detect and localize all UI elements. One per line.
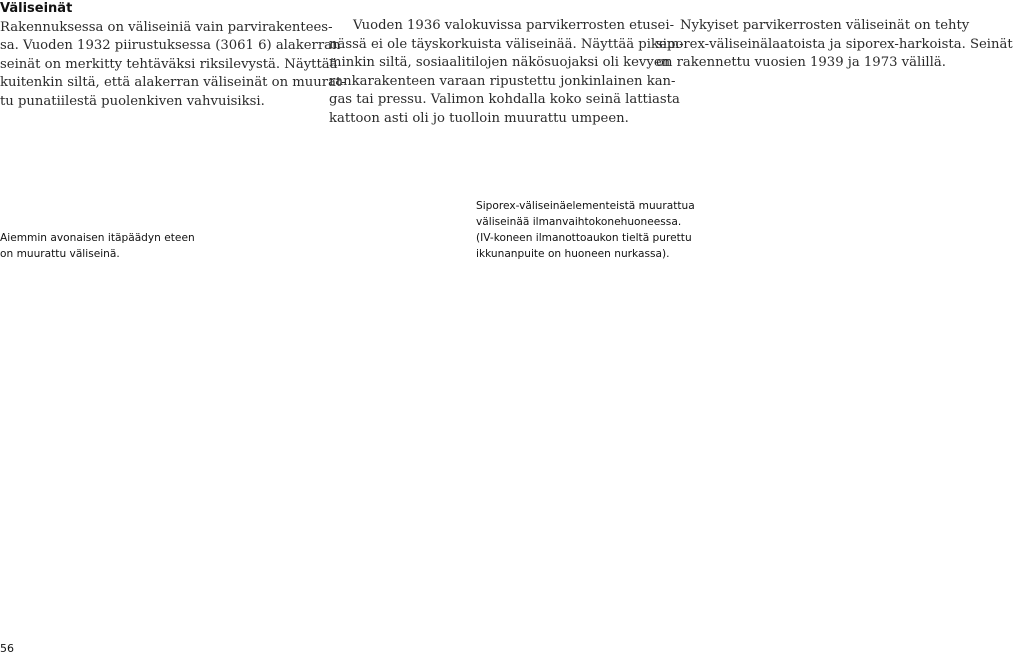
paragraph-line: siporex-väliseinälaatoista ja siporex-harkoista. Seinät — [656, 36, 1013, 52]
image-caption-middle — [476, 198, 736, 262]
paragraph-line: on rakennettu vuosien 1939 ja 1973 välillä. — [656, 55, 946, 70]
paragraph-line: Nykyiset parvikerrosten väliseinät on tehty — [680, 18, 970, 33]
paragraph-line: minkin siltä, sosiaalitilojen näkösuojaksi oli kevyen — [329, 55, 671, 70]
caption-line: Siporex-väliseinäelementeistä muurattua — [476, 200, 695, 212]
text-column-2 — [329, 17, 684, 128]
page-number: 56 — [0, 642, 14, 655]
caption-line: ikkunanpuite on huoneen nurkassa). — [476, 248, 670, 260]
paragraph-line: gas tai pressu. Valimon kohdalla koko seinä lattiasta — [329, 92, 680, 107]
caption-line: on muurattu väliseinä. — [0, 248, 120, 260]
text-column-3 — [656, 17, 1013, 73]
caption-line: (IV-koneen ilmanottoaukon tieltä purettu — [476, 232, 692, 244]
paragraph-line: Vuoden 1936 valokuvissa parvikerrosten etusei- — [353, 18, 675, 33]
image-caption-left — [0, 230, 250, 262]
paragraph-line: nässä ei ole täyskorkuista väliseinää. Näyttää pikem- — [329, 36, 684, 52]
text-column-1 — [0, 0, 346, 111]
paragraph-line: Rakennuksessa on väliseiniä vain parvirakentees- — [0, 19, 333, 35]
paragraph-line: rankarakenteen varaan ripustettu jonkinlainen kan- — [329, 73, 676, 89]
paragraph-line: kuitenkin siltä, että alakerran väliseinät on muurat- — [0, 75, 346, 90]
paragraph-line: kattoon asti oli jo tuolloin muurattu umpeen. — [329, 110, 629, 126]
paragraph-line: tu punatiilestä puolenkiven vahvuisiksi. — [0, 93, 265, 109]
paragraph-line: sa. Vuoden 1932 piirustuksessa (3061 6) alakerran — [0, 38, 341, 53]
paragraph-line: seinät on merkitty tehtäväksi riksilevystä. Näyttää — [0, 56, 338, 72]
section-heading: Väliseinät — [0, 1, 73, 16]
caption-line: Aiemmin avonaisen itäpäädyn eteen — [0, 232, 195, 244]
caption-line: väliseinää ilmanvaihtokonehuoneessa. — [476, 216, 682, 228]
